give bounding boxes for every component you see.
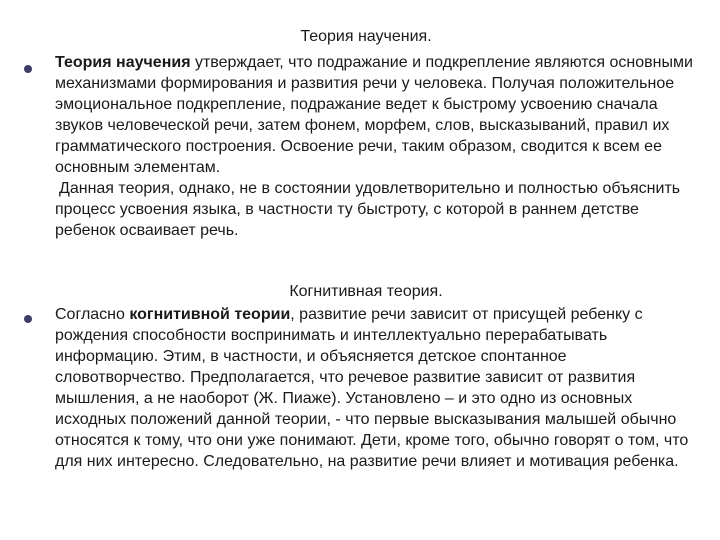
bullet-icon [24, 65, 32, 73]
paragraph-body: утверждает, что подражание и подкрепление являются основными механизмами формирования и развития речи у человека. Получая положительное эмоциональное подкрепление, подражание ведет к быстрому усвоению сначала звуков человеческой речи, затем фонем, морфем, слов, высказываний, правил их грамматического построения. Освоение речи, таким образом, сводится к всем ее основным элементам. [55, 54, 693, 176]
paragraph-continuation: Данная теория, однако, не в состоянии удовлетворительно и полностью объяснить процесс усвоения языка, в частности ту быстроту, с которой в раннем детстве ребенок осваивает речь. [55, 180, 681, 239]
paragraph-body: , развитие речи зависит от присущей ребенку с рождения способности воспринимать и интеллектуально перерабатывать информацию. Этим, в частности, и объясняется детское спонтанное словотворчество. Предполагается, что речевое развитие зависит от развития мышления, а не наоборот (Ж. Пиаже). Установлено – и это одно из основных исходных положений данной теории, - что первые высказывания малышей обычно относятся к тому, что они уже понимают. Дети, кроме того, обычно говорят о том, что для них интересно. Следовательно, на развитие речи влияет и мотивация ребенка. [55, 306, 689, 470]
paragraph-learning-theory [55, 52, 695, 241]
term-learning-theory: Теория научения [55, 54, 191, 71]
term-cognitive-theory: когнитивной теории [129, 306, 291, 323]
bullet-icon [24, 315, 32, 323]
section-title-cognitive-theory: Когнитивная теория. [289, 283, 443, 300]
section-title-learning-theory: Теория научения. [300, 28, 432, 45]
paragraph-main [55, 304, 695, 472]
paragraph-cognitive-theory [55, 304, 695, 472]
paragraph-lead: Согласно [55, 306, 130, 323]
paragraph-main [55, 52, 695, 178]
